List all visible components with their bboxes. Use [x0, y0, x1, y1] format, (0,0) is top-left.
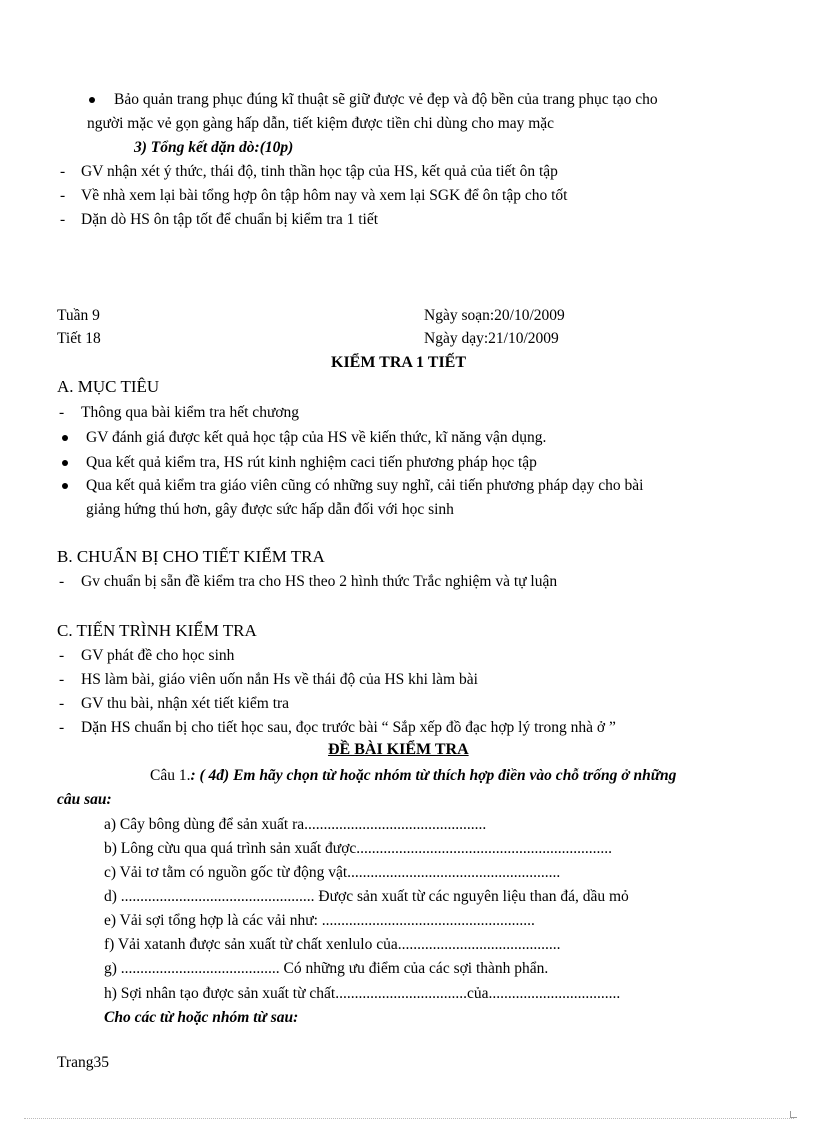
- dash-marker: -: [59, 671, 65, 688]
- fill-item-g: g) ......................................... Có những ưu điểm của các sợi thành phẩn.: [104, 960, 549, 977]
- fill-item-b: b) Lông cừu qua quá trình sản xuất được..................................................................: [104, 840, 613, 857]
- fill-item-e: e) Vải sợi tổng hợp là các vải như: .......................................................: [104, 912, 535, 929]
- dash-marker: -: [59, 695, 65, 712]
- teach-date: Ngày dạy:21/10/2009: [424, 330, 559, 347]
- section-c-dash-2: HS làm bài, giáo viên uốn nắn Hs về thái độ của HS khi làm bài: [81, 671, 478, 688]
- page-number: Trang35: [57, 1054, 109, 1071]
- question-1-text: : ( 4đ) Em hãy chọn từ hoặc nhóm từ thích hợp điền vào chỗ trống ở những: [190, 767, 677, 784]
- question-1: [150, 767, 676, 785]
- fill-item-d: d) .................................................. Được sản xuất từ các nguyên liệu than đá, dầu mỏ: [104, 888, 629, 905]
- section-3-heading: 3) Tổng kết dặn dò:(10p): [134, 139, 294, 156]
- bullet-dot: [89, 97, 95, 103]
- section-a-bullet-2: Qua kết quả kiểm tra, HS rút kinh nghiệm caci tiến phương pháp học tập: [86, 454, 537, 471]
- dash-marker: -: [59, 719, 65, 736]
- intro-bullet-line-2: người mặc vẻ gọn gàng hấp dẫn, tiết kiệm được tiền chi dùng cho may mặc: [87, 115, 555, 132]
- choices-label: Cho các từ hoặc nhóm từ sau:: [104, 1009, 299, 1026]
- dash-marker: -: [60, 163, 66, 180]
- section-b-heading: B. CHUẨN BỊ CHO TIẾT KIỂM TRA: [57, 547, 325, 566]
- section-c-heading: C. TIẾN TRÌNH KIỂM TRA: [57, 621, 257, 640]
- section-b-dash-1: Gv chuẩn bị sẵn đề kiểm tra cho HS theo 2 hình thức Trắc nghiệm và tự luận: [81, 573, 558, 590]
- bullet-dot: [62, 435, 68, 441]
- fill-item-a: a) Cây bông dùng để sản xuất ra...............................................: [104, 816, 487, 833]
- section-c-dash-4: Dặn HS chuẩn bị cho tiết học sau, đọc trước bài “ Sắp xếp đồ đạc hợp lý trong nhà ở ”: [81, 719, 616, 736]
- question-1-prefix: Câu 1.: [150, 767, 191, 784]
- page-title: KIỂM TRA 1 TIẾT: [331, 354, 467, 371]
- intro-dash-3: Dặn dò HS ôn tập tốt để chuẩn bị kiểm tra 1 tiết: [81, 211, 379, 228]
- section-a-dash-1: Thông qua bài kiểm tra hết chương: [81, 404, 300, 421]
- page-edge-rule: [24, 1118, 794, 1119]
- section-a-bullet-3-cont: giảng hứng thú hơn, gây được sức hấp dẫn đối với học sinh: [86, 501, 454, 518]
- prep-date: Ngày soạn:20/10/2009: [424, 307, 565, 324]
- section-a-bullet-3: Qua kết quả kiểm tra giáo viên cũng có những suy nghĩ, cải tiến phương pháp dạy cho bài: [86, 477, 644, 494]
- dash-marker: -: [59, 404, 65, 421]
- dash-marker: -: [60, 187, 66, 204]
- section-a-heading: A. MỤC TIÊU: [57, 377, 160, 396]
- page-corner-mark: [790, 1111, 797, 1118]
- intro-bullet-line-1: Bảo quản trang phục đúng kĩ thuật sẽ giữ được vẻ đẹp và độ bền của trang phục tạo cho: [114, 91, 658, 108]
- question-1-cont: câu sau:: [57, 791, 112, 808]
- dash-marker: -: [60, 211, 66, 228]
- dash-marker: -: [59, 647, 65, 664]
- week-label: Tuần 9: [57, 307, 100, 324]
- fill-item-h: h) Sợi nhân tạo được sản xuất từ chất..................................của..................................: [104, 985, 621, 1002]
- bullet-dot: [62, 460, 68, 466]
- section-c-dash-1: GV phát đề cho học sinh: [81, 647, 235, 664]
- exam-heading: ĐỀ BÀI KIỂM TRA: [328, 741, 469, 758]
- section-a-bullet-1: GV đánh giá được kết quả học tập của HS về kiến thức, kĩ năng vận dụng.: [86, 429, 547, 446]
- intro-dash-2: Về nhà xem lại bài tổng hợp ôn tập hôm nay và xem lại SGK để ôn tập cho tốt: [81, 187, 568, 204]
- bullet-dot: [62, 483, 68, 489]
- fill-item-c: c) Vải tơ tằm có nguồn gốc từ động vật.......................................................: [104, 864, 561, 881]
- period-label: Tiết 18: [57, 330, 101, 347]
- dash-marker: -: [59, 573, 65, 590]
- intro-dash-1: GV nhận xét ý thức, thái độ, tinh thần học tập của HS, kết quả của tiết ôn tập: [81, 163, 558, 180]
- section-c-dash-3: GV thu bài, nhận xét tiết kiểm tra: [81, 695, 290, 712]
- fill-item-f: f) Vải xatanh được sản xuất từ chất xenlulo của..........................................: [104, 936, 561, 953]
